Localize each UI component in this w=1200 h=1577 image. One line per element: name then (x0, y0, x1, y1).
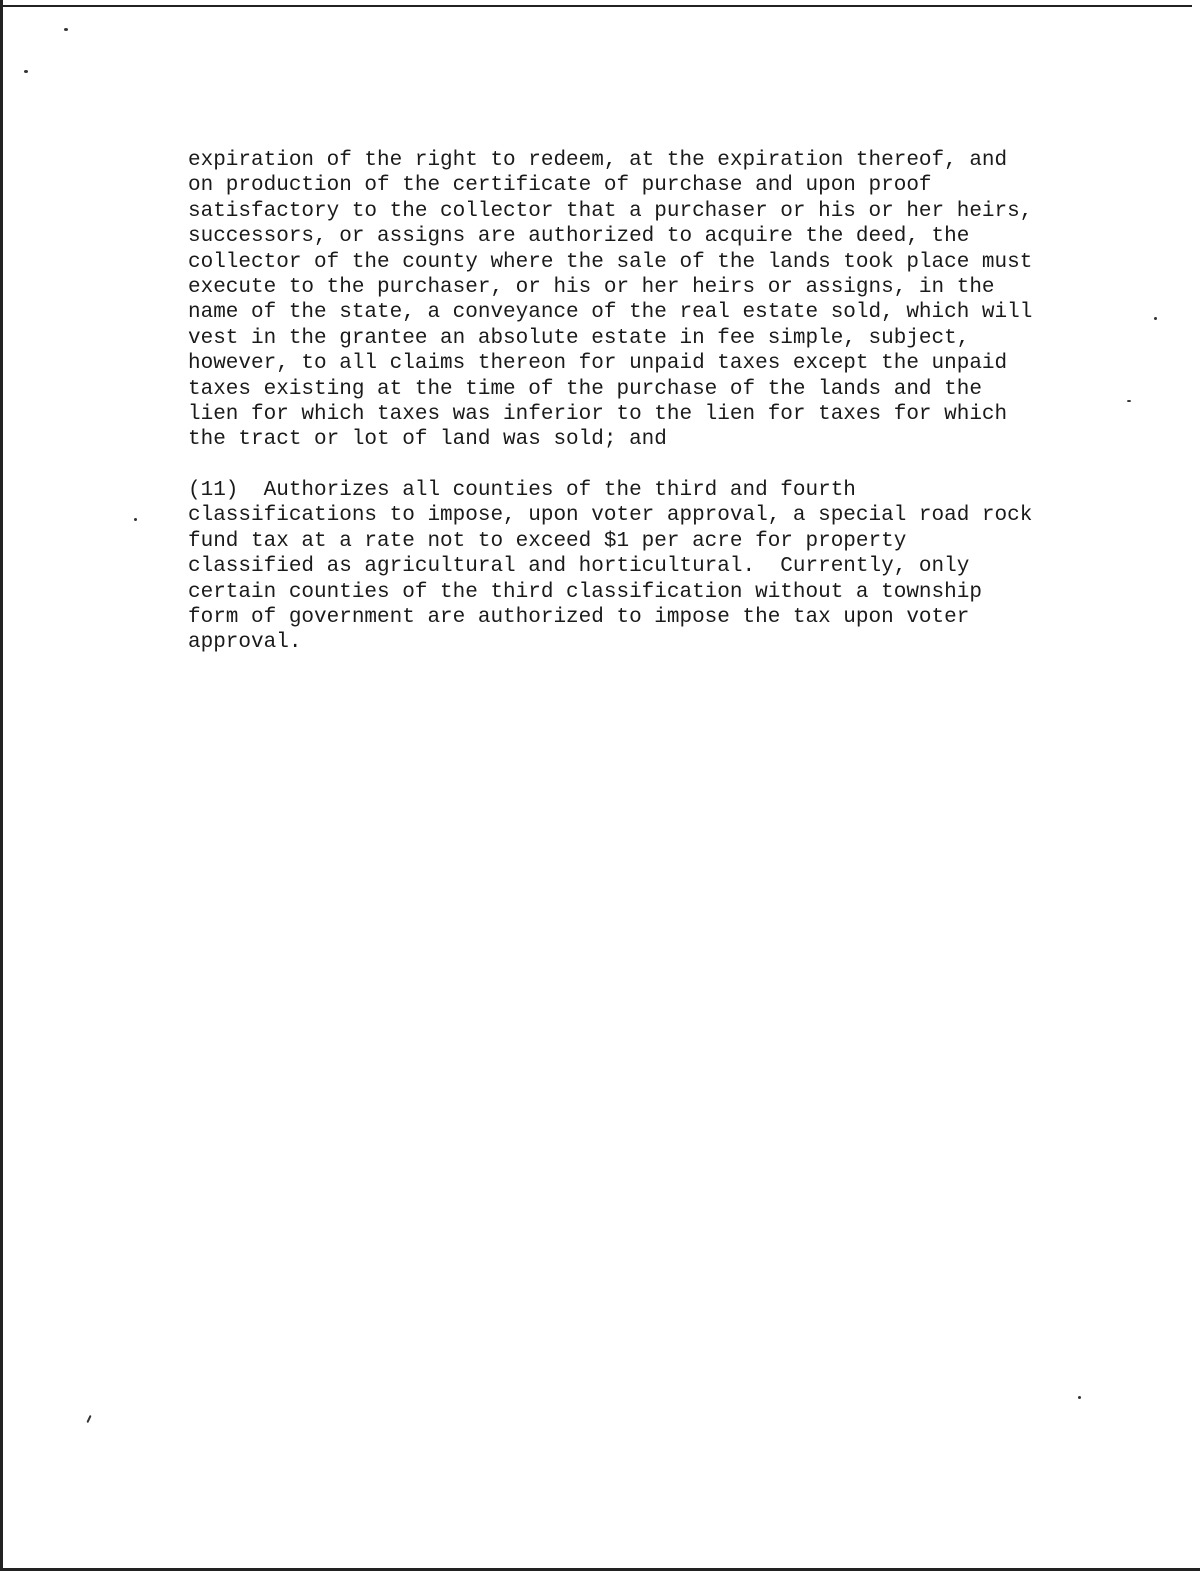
scan-speck (86, 1415, 91, 1423)
text-line: approval. (188, 631, 302, 655)
page-border-bottom (0, 1568, 1200, 1571)
text-line: (11) Authorizes all counties of the third and fourth (188, 479, 856, 502)
text-line: however, to all claims thereon for unpaid taxes except the unpaid (188, 352, 1008, 376)
text-line: satisfactory to the collector that a purchaser or his or her heirs, (188, 199, 1033, 223)
text-line: vest in the grantee an absolute estate in fee simple, subject, (188, 326, 970, 350)
text-line: fund tax at a rate not to exceed $1 per acre for property (188, 529, 907, 553)
page-border-top (0, 5, 1192, 7)
text-line: successors, or assigns are authorized to acquire the deed, the (188, 225, 970, 249)
scan-speck (1154, 317, 1157, 320)
paragraph-item-11-road-rock-tax (188, 478, 1128, 656)
text-line: form of government are authorized to impose the tax upon voter (188, 606, 970, 630)
text-line: classified as agricultural and horticultural. Currently, only (188, 555, 970, 579)
text-line: taxes existing at the time of the purchase of the lands and the (188, 377, 982, 401)
text-line: name of the state, a conveyance of the real estate sold, which will (188, 301, 1033, 325)
scan-speck (64, 28, 68, 31)
scan-speck (1078, 1396, 1081, 1399)
text-line: the tract or lot of land was sold; and (188, 428, 667, 452)
text-line: expiration of the right to redeem, at the expiration thereof, and (188, 149, 1008, 172)
page-border-left (0, 0, 3, 1570)
text-line: classifications to impose, upon voter approval, a special road rock (188, 504, 1033, 528)
text-line: on production of the certificate of purchase and upon proof (188, 174, 932, 198)
text-line: collector of the county where the sale of the lands took place must (188, 250, 1033, 274)
text-line: execute to the purchaser, or his or her heirs or assigns, in the (188, 276, 995, 300)
scan-speck (24, 70, 28, 73)
text-line: lien for which taxes was inferior to the lien for taxes for which (188, 403, 1008, 427)
scan-speck (134, 518, 137, 521)
text-line: certain counties of the third classification without a township (188, 580, 982, 604)
paragraph-redemption-deed (188, 148, 1128, 453)
